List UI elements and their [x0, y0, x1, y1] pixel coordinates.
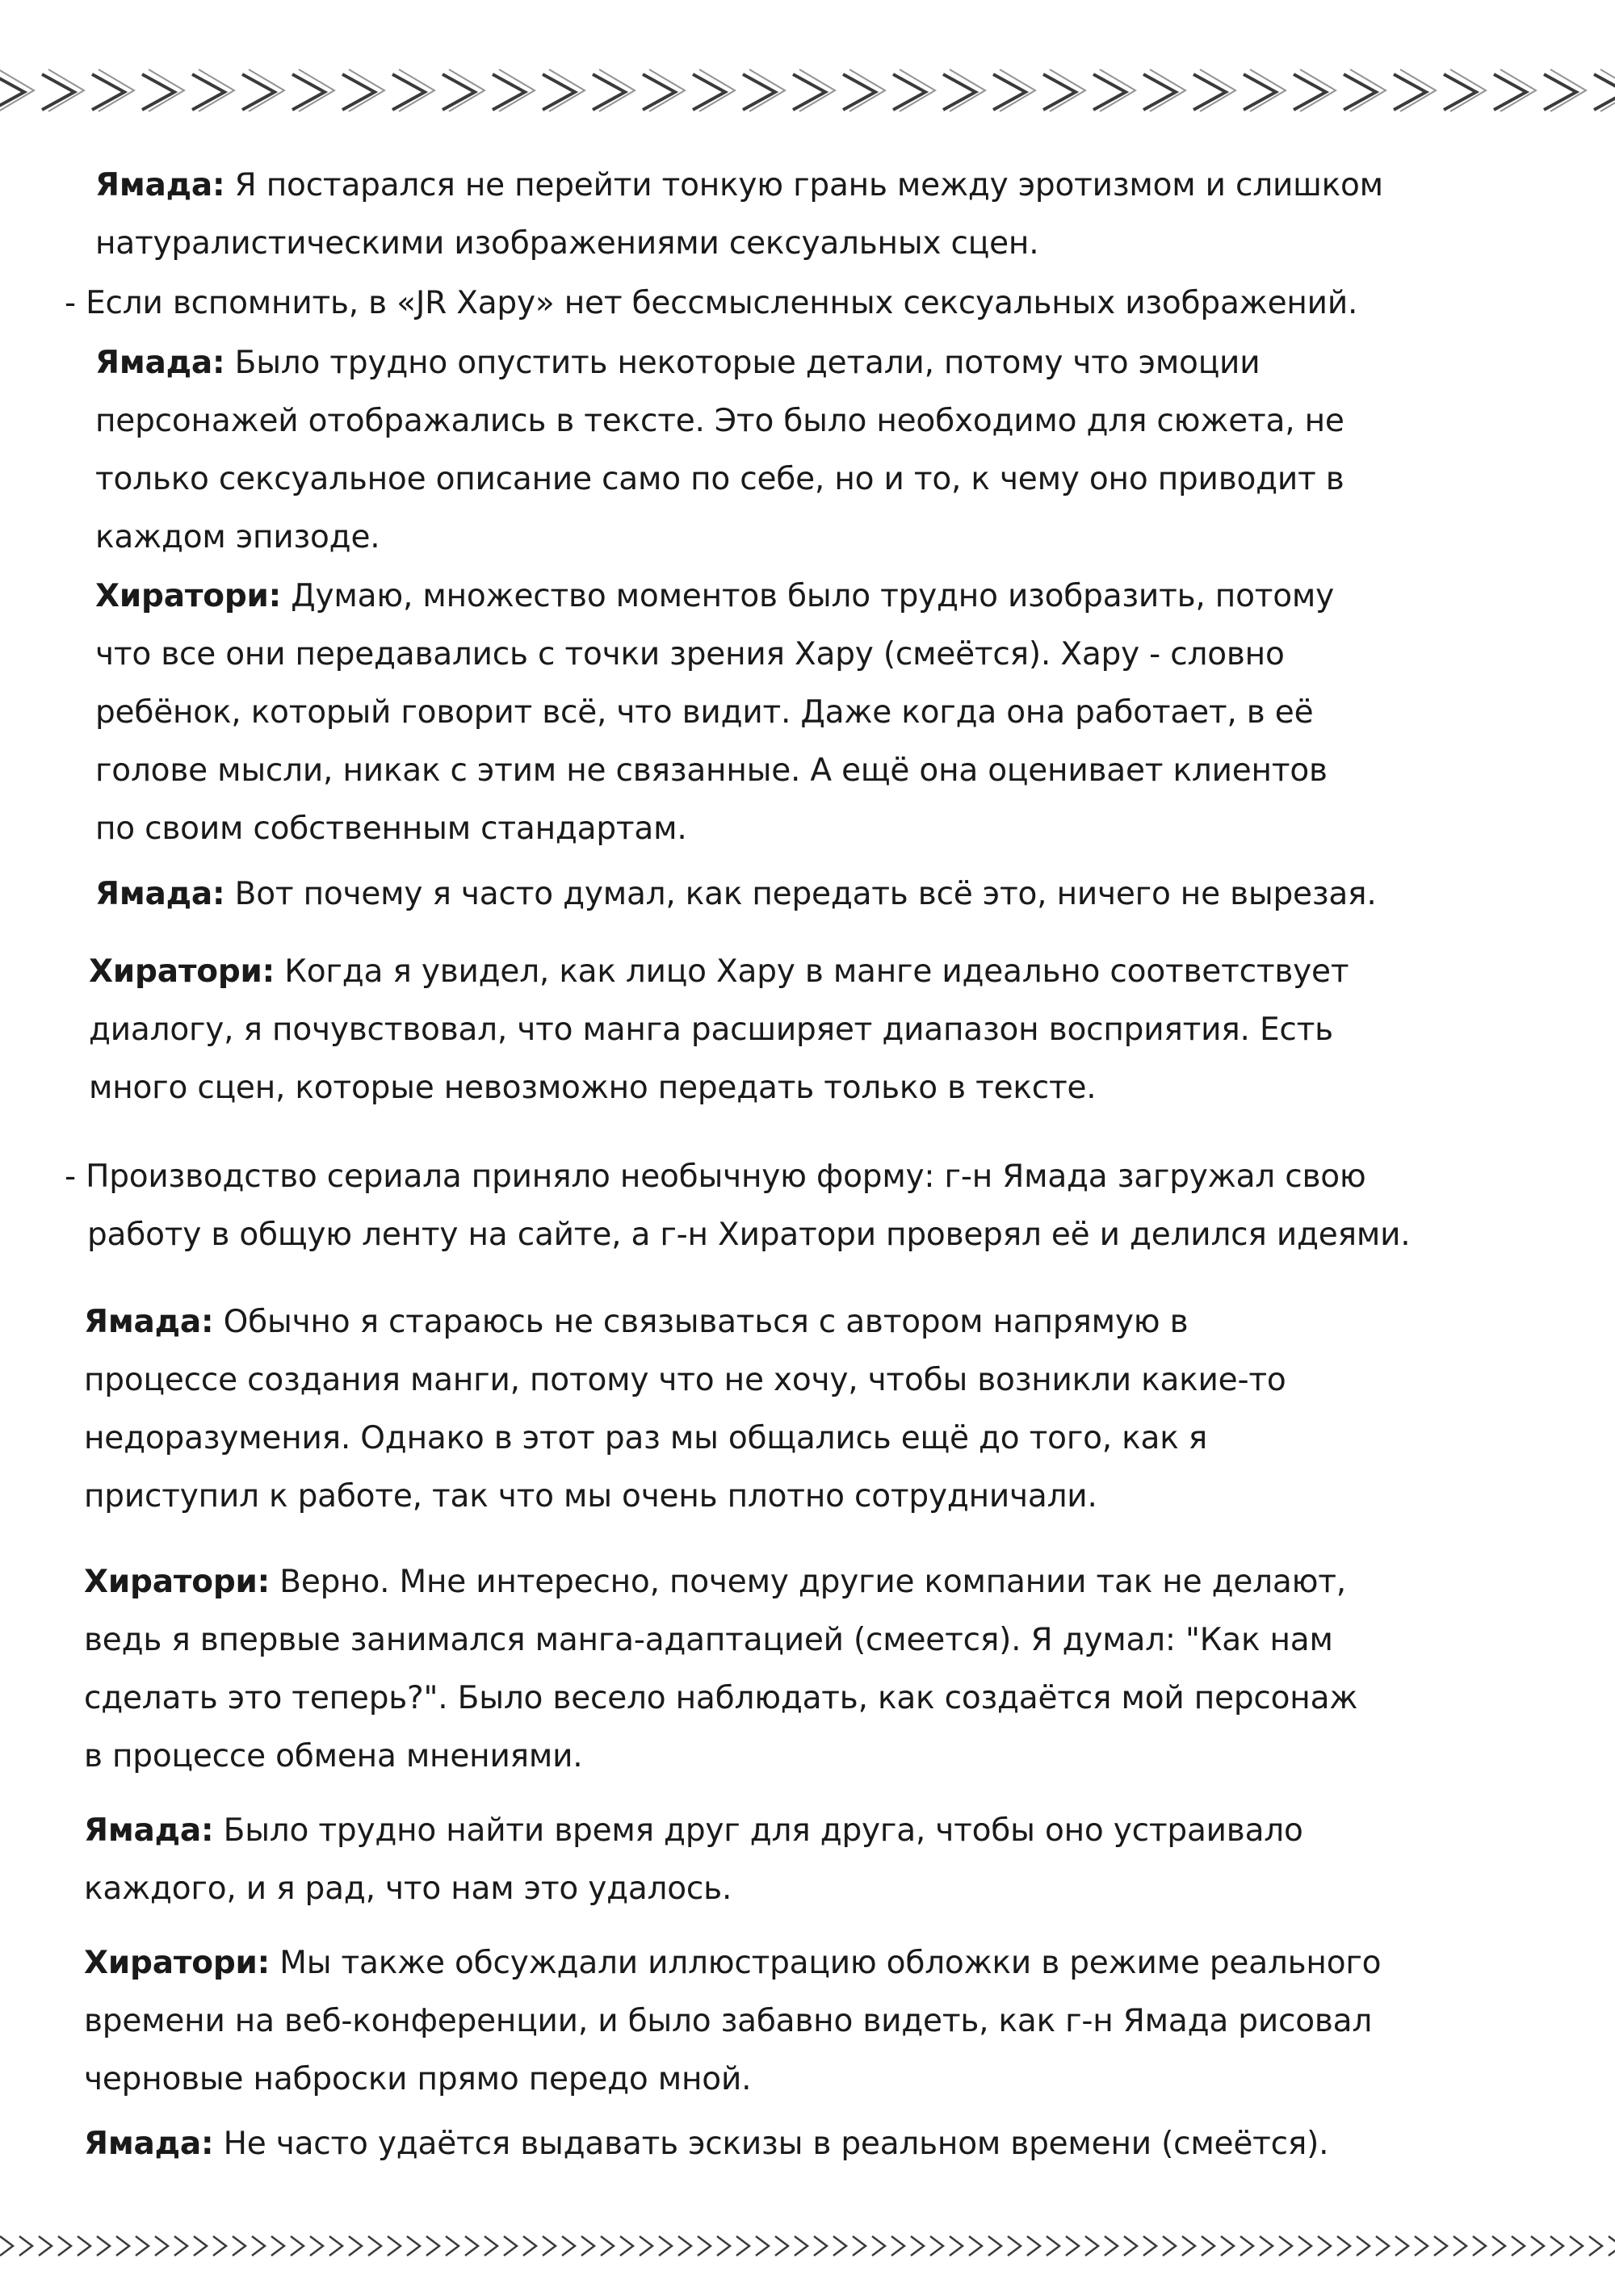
speaker-label: Ямада: [84, 1304, 214, 1340]
paragraph-text: Вот почему я часто думал, как передать всё это, ничего не вырезая. [224, 876, 1377, 912]
paragraph-4 [95, 865, 1377, 924]
paragraph-text: Обычно я стараюсь не связываться с автором напрямую в [213, 1304, 1189, 1340]
paragraph-text: сделать это теперь?". Было весело наблюдать, как создаётся мой персонаж [84, 1680, 1358, 1716]
speaker-label: Ямада: [95, 167, 225, 203]
question-text: - Если вспомнить, в «JR Хару» нет бессмысленных сексуальных изображений. [65, 285, 1358, 321]
chevron-border-bottom-icon [0, 2228, 1615, 2264]
paragraph-10 [84, 2115, 1328, 2173]
speaker-label: Ямада: [95, 876, 225, 912]
paragraph-text: голове мысли, никак с этим не связанные. А ещё она оценивает клиентов [95, 752, 1328, 789]
paragraph-text: много сцен, которые невозможно передать только в тексте. [89, 1070, 1097, 1106]
paragraph-text: Было трудно опустить некоторые детали, потому что эмоции [224, 345, 1261, 381]
paragraph-text: только сексуальное описание само по себе, но и то, к чему оно приводит в [95, 461, 1344, 497]
chevron-border-bottom [0, 2228, 1615, 2264]
paragraph-text: времени на веб-конференции, и было забавно видеть, как г-н Ямада рисовал [84, 2003, 1373, 2039]
paragraph-text: Верно. Мне интересно, почему другие компании так не делают, [270, 1564, 1346, 1600]
paragraph-text: персонажей отображались в тексте. Это было необходимо для сюжета, не [95, 403, 1344, 439]
paragraph-text: натуралистическими изображениями сексуальных сцен. [95, 225, 1039, 262]
paragraph-text: приступил к работе, так что мы очень плотно сотрудничали. [84, 1478, 1097, 1515]
speaker-label: Хиратори: [84, 1945, 271, 1981]
paragraph-3 [95, 568, 1334, 858]
paragraph-1 [95, 157, 1383, 273]
paragraph-9 [84, 1934, 1381, 2109]
paragraph-text: Мы также обсуждали иллюстрацию обложки в режиме реального [270, 1945, 1382, 1981]
speaker-label: Хиратори: [89, 953, 275, 990]
speaker-label: Ямада: [84, 1812, 214, 1849]
speaker-label: Ямада: [95, 345, 225, 381]
paragraph-6 [84, 1293, 1286, 1526]
question-1 [65, 274, 1357, 333]
question-text: работу в общую ленту на сайте, а г-н Хиратори проверял её и делился идеями. [87, 1217, 1411, 1253]
paragraph-text: Думаю, множество моментов было трудно изобразить, потому [281, 578, 1335, 614]
paragraph-7 [84, 1553, 1357, 1786]
question-text: - Производство сериала приняло необычную форму: г-н Ямада загружал свою [65, 1158, 1366, 1195]
paragraph-text: ведь я впервые занимался манга-адаптацией (смеется). Я думал: "Как нам [84, 1622, 1333, 1658]
paragraph-text: Когда я увидел, как лицо Хару в манге идеально соответствует [275, 953, 1349, 990]
paragraph-text: Было трудно найти время друг для друга, чтобы оно устраивало [213, 1812, 1303, 1849]
speaker-label: Хиратори: [84, 1564, 271, 1600]
paragraph-text: ребёнок, который говорит всё, что видит. Даже когда она работает, в её [95, 694, 1314, 731]
question-2 [65, 1148, 1410, 1264]
paragraph-text: каждом эпизоде. [95, 519, 380, 555]
paragraph-text: Я постарался не перейти тонкую грань между эротизмом и слишком [224, 167, 1383, 203]
paragraph-5 [89, 943, 1349, 1117]
paragraph-text: по своим собственным стандартам. [95, 811, 687, 847]
speaker-label: Ямада: [84, 2126, 214, 2162]
paragraph-8 [84, 1802, 1303, 1918]
paragraph-text: процессе создания манги, потому что не хочу, чтобы возникли какие-то [84, 1362, 1286, 1398]
paragraph-text: в процессе обмена мнениями. [84, 1738, 583, 1774]
paragraph-text: каждого, и я рад, что нам это удалось. [84, 1871, 732, 1907]
paragraph-2 [95, 334, 1344, 567]
paragraph-text: что все они передавались с точки зрения Хару (смеётся). Хару - словно [95, 636, 1285, 672]
paragraph-text: диалогу, я почувствовал, что манга расширяет диапазон восприятия. Есть [89, 1012, 1333, 1048]
paragraph-text: черновые наброски прямо передо мной. [84, 2061, 752, 2097]
speaker-label: Хиратори: [95, 578, 282, 614]
paragraph-text: недоразумения. Однако в этот раз мы общались ещё до того, как я [84, 1420, 1208, 1456]
paragraph-text: Не часто удаётся выдавать эскизы в реальном времени (смеётся). [213, 2126, 1329, 2162]
